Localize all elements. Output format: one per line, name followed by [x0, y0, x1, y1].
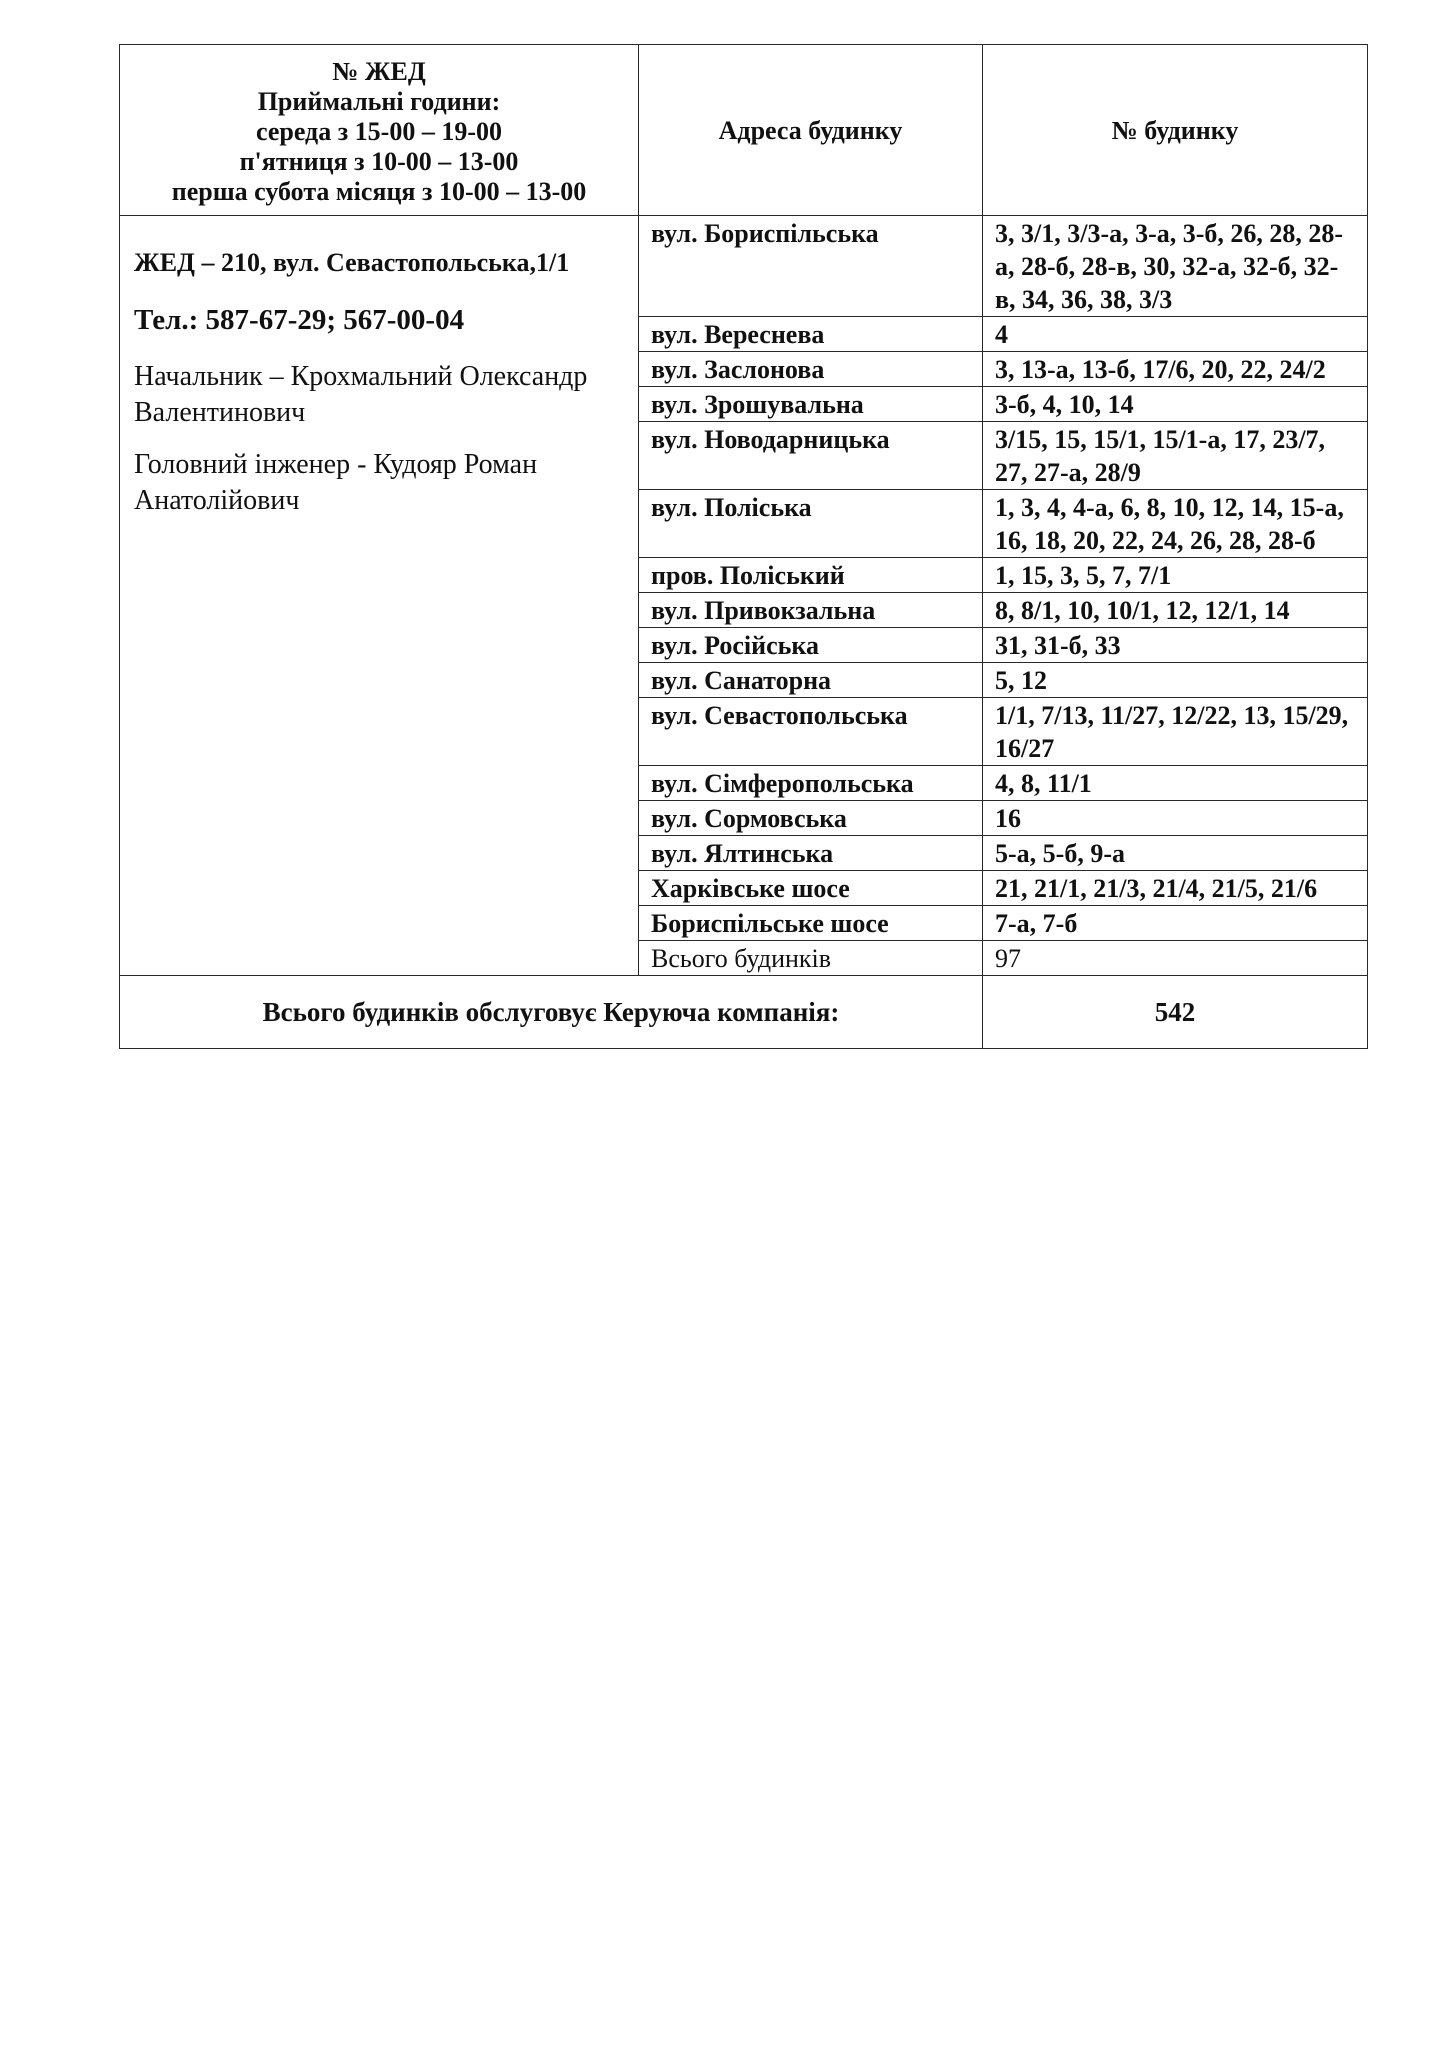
total-label: Всього будинків обслуговує Керуюча компанія:: [120, 976, 983, 1049]
office-info-cell: [120, 216, 639, 976]
street-cell: вул. Новодарницька: [639, 422, 983, 490]
houses-cell: 7-а, 7-б: [983, 906, 1368, 941]
header-reception-hours: Приймальні години:: [257, 87, 501, 116]
houses-cell: 4, 8, 11/1: [983, 766, 1368, 801]
street-cell: вул. Привокзальна: [639, 593, 983, 628]
office-phone: Тел.: 587-67-29; 567-00-04: [134, 304, 465, 336]
houses-cell: 31, 31-б, 33: [983, 628, 1368, 663]
houses-cell: 3/15, 15, 15/1, 15/1-а, 17, 23/7, 27, 27-а, 28/9: [983, 422, 1368, 490]
houses-cell: 8, 8/1, 10, 10/1, 12, 12/1, 14: [983, 593, 1368, 628]
houses-cell: 3, 13-а, 13-б, 17/6, 20, 22, 24/2: [983, 352, 1368, 387]
street-cell: вул. Російська: [639, 628, 983, 663]
street-cell: вул. Бориспільська: [639, 216, 983, 317]
street-cell: вул. Санаторна: [639, 663, 983, 698]
houses-cell: 16: [983, 801, 1368, 836]
office-head: Начальник – Крохмальний Олександр Валентинович: [134, 361, 588, 428]
subtotal-label: Всього будинків: [639, 941, 983, 976]
houses-cell: 1/1, 7/13, 11/27, 12/22, 13, 15/29, 16/27: [983, 698, 1368, 766]
street-cell: вул. Сімферопольська: [639, 766, 983, 801]
total-value: 542: [983, 976, 1368, 1049]
street-cell: вул. Севастопольська: [639, 698, 983, 766]
office-name: ЖЕД – 210, вул. Севастопольська,1/1: [134, 248, 570, 277]
houses-cell: 5-а, 5-б, 9-а: [983, 836, 1368, 871]
header-row: [120, 45, 1368, 216]
table-row: [120, 216, 1368, 317]
header-wednesday: середа з 15-00 – 19-00: [256, 117, 502, 146]
street-cell: вул. Поліська: [639, 490, 983, 558]
street-cell: вул. Ялтинська: [639, 836, 983, 871]
houses-cell: 21, 21/1, 21/3, 21/4, 21/5, 21/6: [983, 871, 1368, 906]
houses-cell: 5, 12: [983, 663, 1368, 698]
houses-cell: 3-б, 4, 10, 14: [983, 387, 1368, 422]
subtotal-value: 97: [983, 941, 1368, 976]
header-office-number: № ЖЕД: [332, 57, 426, 86]
street-cell: вул. Сормовська: [639, 801, 983, 836]
total-row: [120, 976, 1368, 1049]
houses-cell: 1, 15, 3, 5, 7, 7/1: [983, 558, 1368, 593]
housing-table: [119, 44, 1368, 1049]
street-cell: Харківське шосе: [639, 871, 983, 906]
header-friday: п'ятниця з 10-00 – 13-00: [239, 147, 519, 176]
street-cell: пров. Поліський: [639, 558, 983, 593]
document-page: [119, 44, 1367, 1049]
houses-cell: 4: [983, 317, 1368, 352]
street-cell: вул. Вереснева: [639, 317, 983, 352]
street-cell: вул. Зрошувальна: [639, 387, 983, 422]
houses-cell: 3, 3/1, 3/3-а, 3-а, 3-б, 26, 28, 28-а, 28-б, 28-в, 30, 32-а, 32-б, 32-в, 34, 36, 38, 3/3: [983, 216, 1368, 317]
office-chief-engineer: Головний інженер - Кудояр Роман Анатолійович: [134, 449, 538, 516]
header-house-number: № будинку: [983, 45, 1368, 216]
street-cell: Бориспільське шосе: [639, 906, 983, 941]
header-address: Адреса будинку: [639, 45, 983, 216]
header-office-hours: [120, 45, 639, 216]
houses-cell: 1, 3, 4, 4-а, 6, 8, 10, 12, 14, 15-а, 16, 18, 20, 22, 24, 26, 28, 28-б: [983, 490, 1368, 558]
header-saturday: перша субота місяця з 10-00 – 13-00: [171, 177, 587, 206]
street-cell: вул. Заслонова: [639, 352, 983, 387]
